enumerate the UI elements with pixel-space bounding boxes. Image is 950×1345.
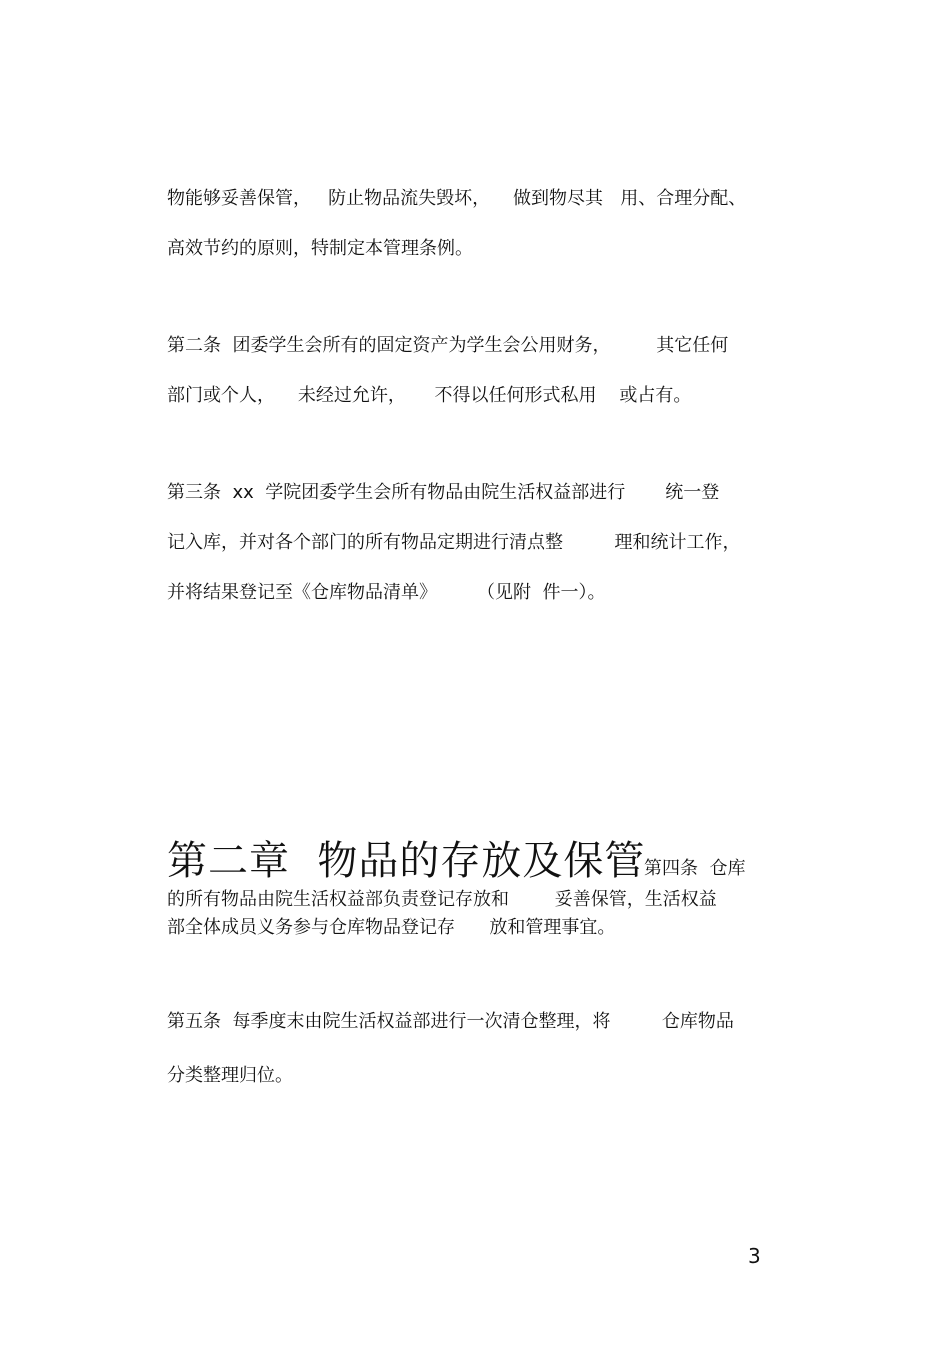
chapter-heading: 第二章 物品的存放及保管 xyxy=(167,838,646,884)
intro-line-2: 高效节约的原则，特制定本管理条例。 xyxy=(167,238,473,259)
article5-line-2: 分类整理归位。 xyxy=(167,1065,293,1086)
article3-line-2: 记入库，并对各个部门的所有物品定期进行清点整 理和统计工作， xyxy=(167,532,741,553)
article3-line-3: 并将结果登记至《仓库物品清单》 （见附 件一）。 xyxy=(167,582,606,603)
article4-head: 第四条 仓库 xyxy=(644,858,746,879)
article4-line-2: 部全体成员义务参与仓库物品登记存 放和管理事宜。 xyxy=(167,917,616,938)
article4-line-1: 的所有物品由院生活权益部负责登记存放和 妥善保管，生活权益 xyxy=(167,889,717,910)
article2-line-1: 第二条 团委学生会所有的固定资产为学生会公用财务， 其它任何 xyxy=(167,335,729,356)
article5-line-1: 第五条 每季度末由院生活权益部进行一次清仓整理，将 仓库物品 xyxy=(167,1011,734,1032)
article3-line-1: 第三条 xx 学院团委学生会所有物品由院生活权益部进行 统一登 xyxy=(167,482,720,503)
article2-line-2: 部门或个人， 未经过允许， 不得以任何形式私用 或占有。 xyxy=(167,385,692,406)
intro-line-1: 物能够妥善保管， 防止物品流失毁坏， 做到物尽其 用、合理分配、 xyxy=(167,188,747,209)
page-number: 3 xyxy=(748,1244,761,1268)
